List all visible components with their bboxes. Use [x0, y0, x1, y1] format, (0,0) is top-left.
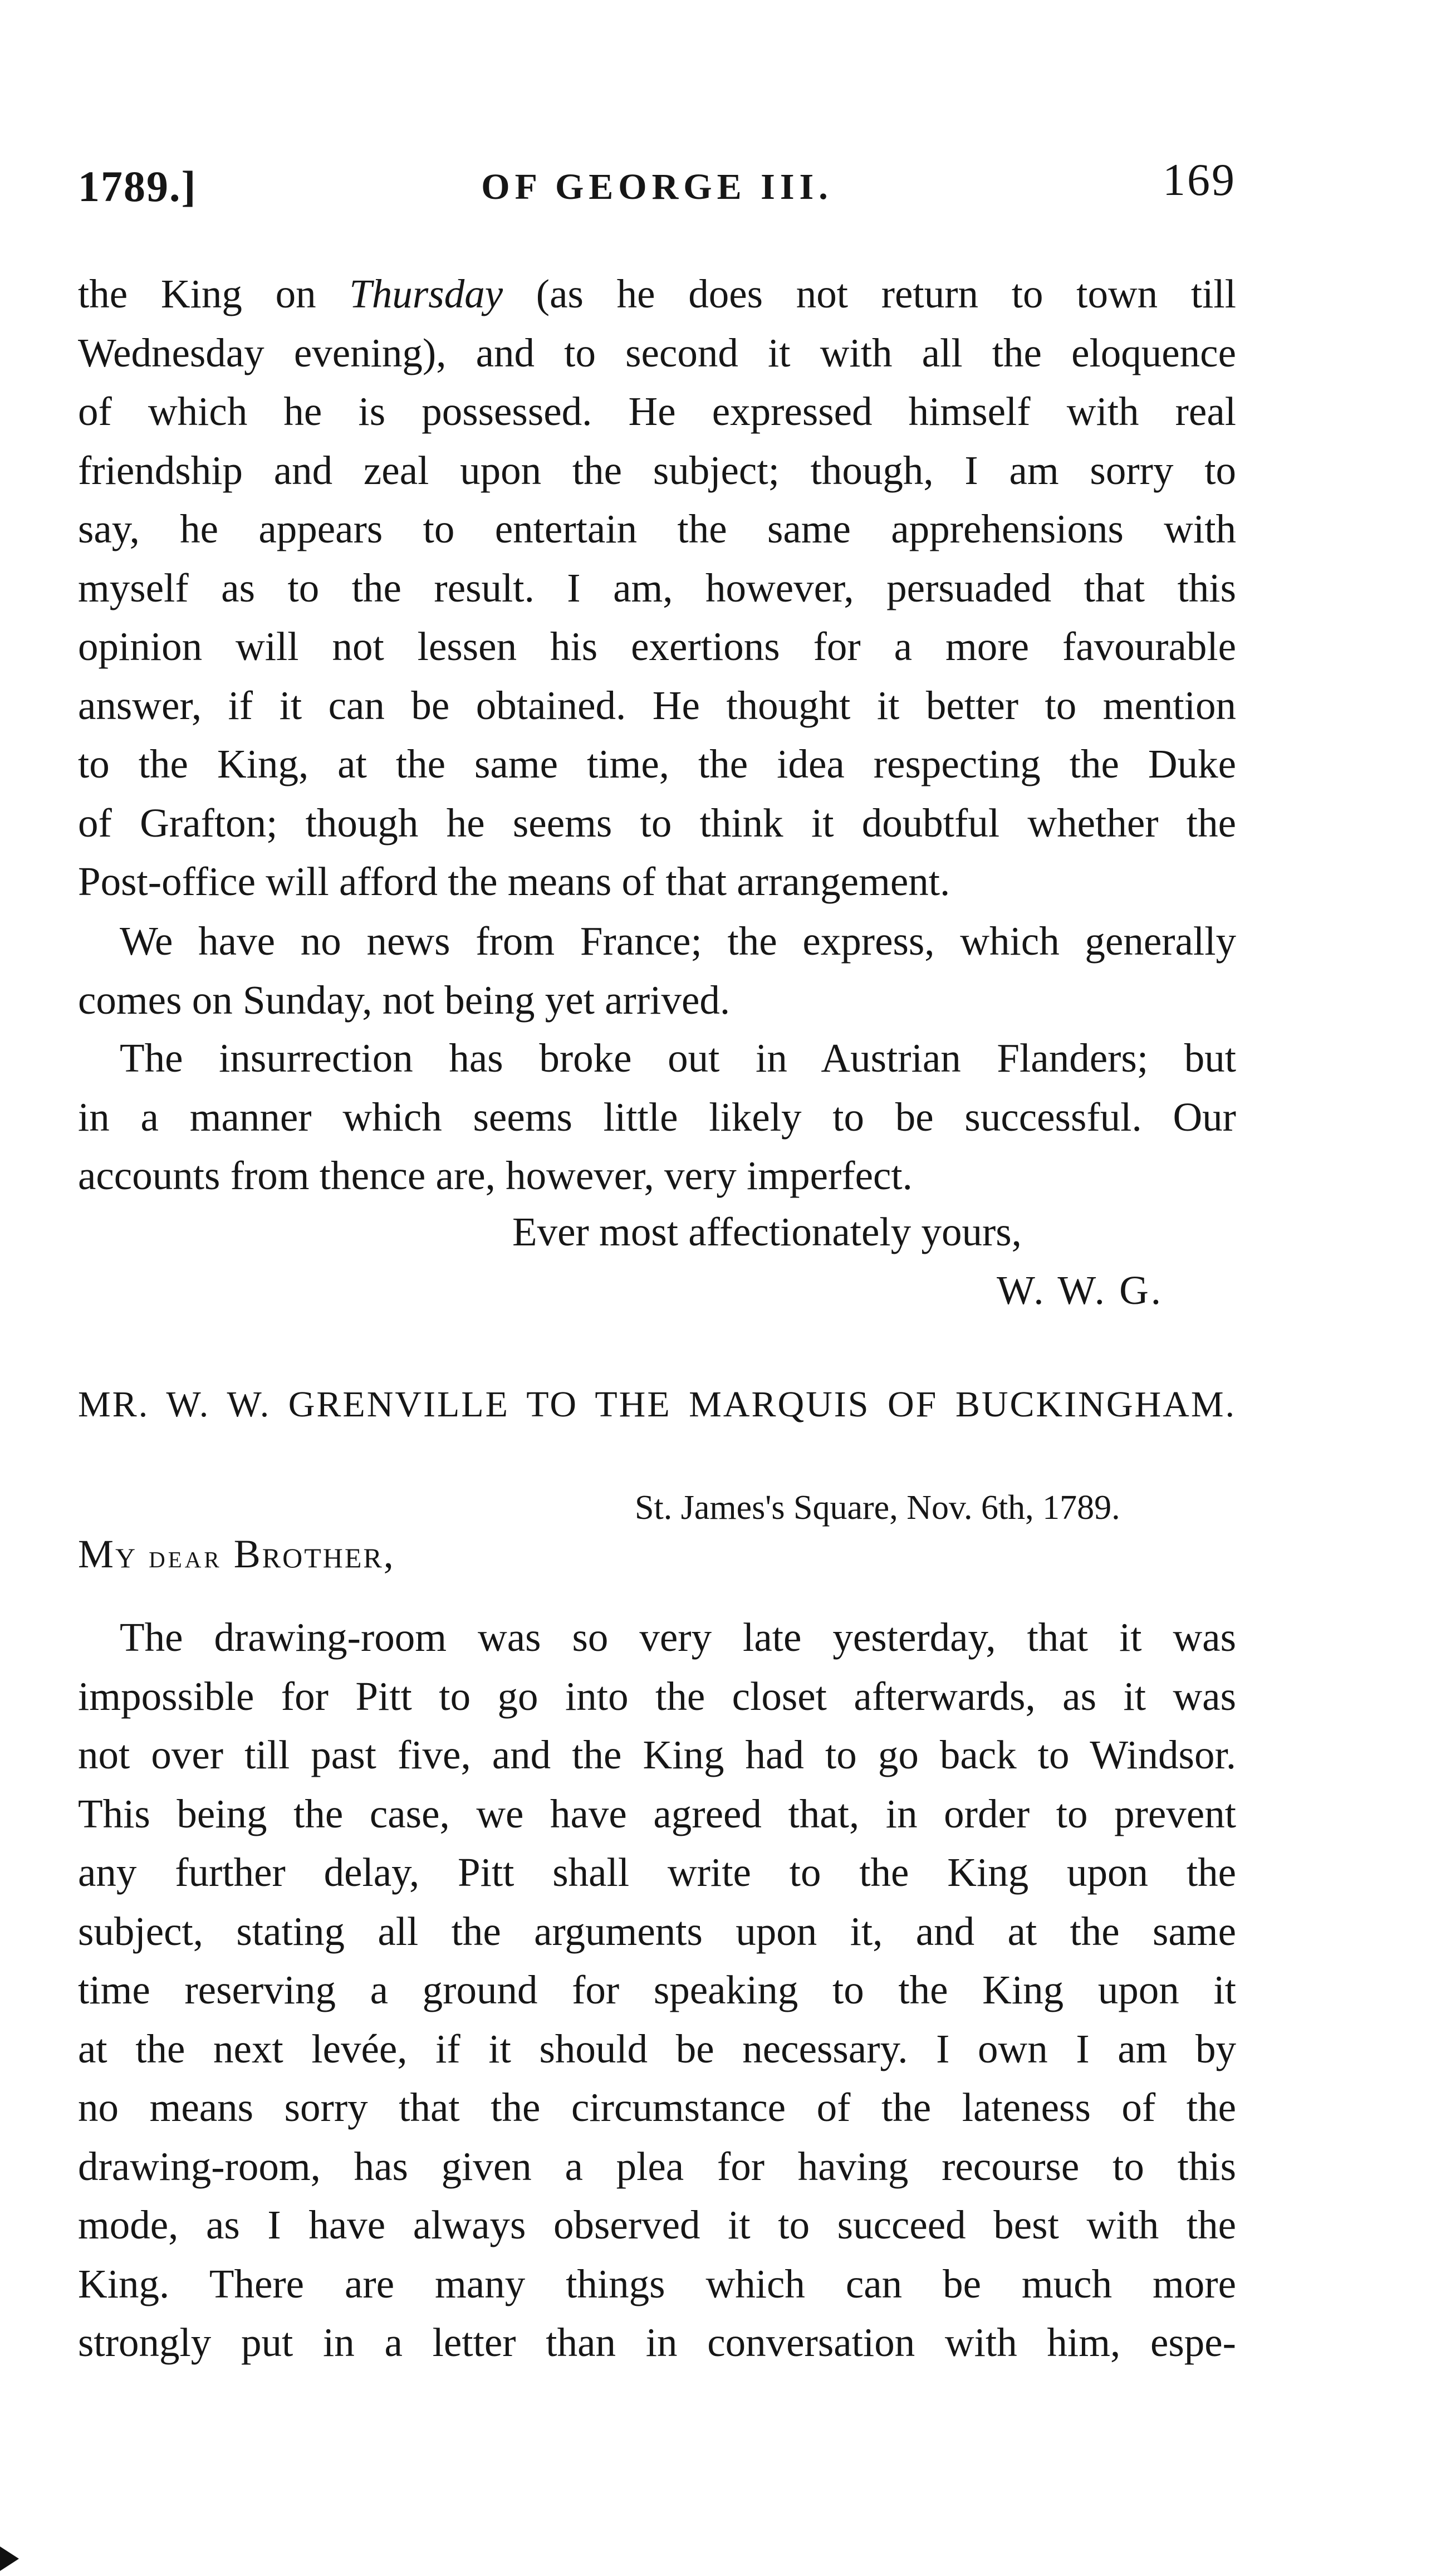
text-line [78, 266, 1236, 322]
text-line [78, 1669, 1236, 1724]
text-run: opinion will not lessen his exertions for a more favourable [78, 624, 1236, 669]
text-line [78, 972, 1236, 1028]
text-run: friendship and zeal upon the subject; though, I am sorry to [78, 448, 1236, 493]
text-run: comes on Sunday, not being yet arrived. [78, 977, 731, 1023]
text-line [120, 913, 1236, 969]
text-run: Post-office will afford the means of that arrangement. [78, 859, 950, 904]
letter-signature: W. W. G. [997, 1268, 1164, 1313]
text-line [78, 1962, 1236, 2018]
italic-text: Thursday [349, 271, 503, 316]
text-line [78, 2021, 1236, 2077]
text-line [78, 1786, 1236, 1842]
text-line [78, 678, 1236, 734]
text-run: no means sorry that the circumstance of the lateness of the [78, 2085, 1236, 2130]
running-title: OF GEORGE III. [481, 167, 833, 207]
text-line [78, 1148, 1236, 1204]
text-line [78, 560, 1236, 616]
letter-closing: Ever most affectionately yours, [512, 1209, 1022, 1254]
text-run: not over till past five, and the King had to go back to Windsor. [78, 1732, 1236, 1777]
text-run: subject, stating all the arguments upon it, and at the same [78, 1909, 1236, 1954]
text-line [78, 443, 1236, 498]
text-run: This being the case, we have agreed that, in order to prevent [78, 1791, 1236, 1836]
text-line [78, 1845, 1236, 1900]
text-line [78, 2256, 1236, 2312]
text-run: drawing-room, has given a plea for having recourse to this [78, 2144, 1236, 2189]
text-run: King. There are many things which can be much more [78, 2261, 1236, 2306]
text-run: mode, as I have always observed it to succeed best with the [78, 2202, 1236, 2247]
text-run: accounts from thence are, however, very imperfect. [78, 1153, 913, 1198]
text-run: The insurrection has broke out in Austrian Flanders; but [120, 1035, 1236, 1081]
text-run: answer, if it can be obtained. He thought it better to mention [78, 683, 1236, 728]
text-line [78, 2139, 1236, 2194]
text-line [78, 2315, 1236, 2370]
corner-arrow-mark [0, 2546, 19, 2571]
text-line [78, 1904, 1236, 1959]
text-run: the King on [78, 271, 350, 316]
text-line [120, 1030, 1236, 1086]
text-line [78, 2080, 1236, 2135]
text-run: myself as to the result. I am, however, persuaded that this [78, 565, 1236, 610]
salutation-my: My [78, 1532, 138, 1576]
text-run: time reserving a ground for speaking to the King upon it [78, 1967, 1236, 2012]
text-run: Wednesday evening), and to second it with all the eloquence [78, 330, 1236, 375]
text-line [78, 736, 1236, 792]
text-line [78, 795, 1236, 851]
text-line [78, 1089, 1236, 1145]
text-run: We have no news from France; the express, which generally [120, 918, 1236, 964]
text-run: (as he does not return to town till [503, 271, 1236, 316]
text-line [120, 1610, 1236, 1665]
text-line [78, 384, 1236, 439]
text-line [78, 501, 1236, 557]
page-header [78, 154, 1236, 234]
letter-dateline: St. James's Square, Nov. 6th, 1789. [635, 1489, 1120, 1527]
text-run: to the King, at the same time, the idea respecting the Duke [78, 741, 1236, 786]
text-run: The drawing-room was so very late yesterday, that it was [120, 1615, 1236, 1660]
text-run: at the next levée, if it should be necessary. I own I am by [78, 2026, 1236, 2071]
text-line [78, 2197, 1236, 2253]
text-run: of which he is possessed. He expressed himself with real [78, 389, 1236, 434]
text-run: of Grafton; though he seems to think it doubtful whether the [78, 800, 1236, 845]
header-year: 1789.] [78, 162, 197, 211]
text-line [78, 1727, 1236, 1783]
salutation-dear: dear [149, 1538, 222, 1575]
text-run: any further delay, Pitt shall write to the King upon the [78, 1850, 1236, 1895]
text-run: say, he appears to entertain the same apprehensions with [78, 506, 1236, 551]
letter-salutation [78, 1526, 395, 1585]
text-run: impossible for Pitt to go into the closet afterwards, as it was [78, 1674, 1236, 1719]
text-line [78, 619, 1236, 674]
text-line [78, 854, 1236, 910]
salutation-brother: Brother, [233, 1532, 395, 1576]
text-run: in a manner which seems little likely to be successful. Our [78, 1094, 1236, 1140]
text-line [78, 325, 1236, 381]
page-number: 169 [1163, 154, 1236, 205]
text-run: strongly put in a letter than in conversation with him, espe- [78, 2320, 1236, 2365]
letter-heading: MR. W. W. GRENVILLE TO THE MARQUIS OF BUCKINGHAM. [78, 1384, 1236, 1425]
